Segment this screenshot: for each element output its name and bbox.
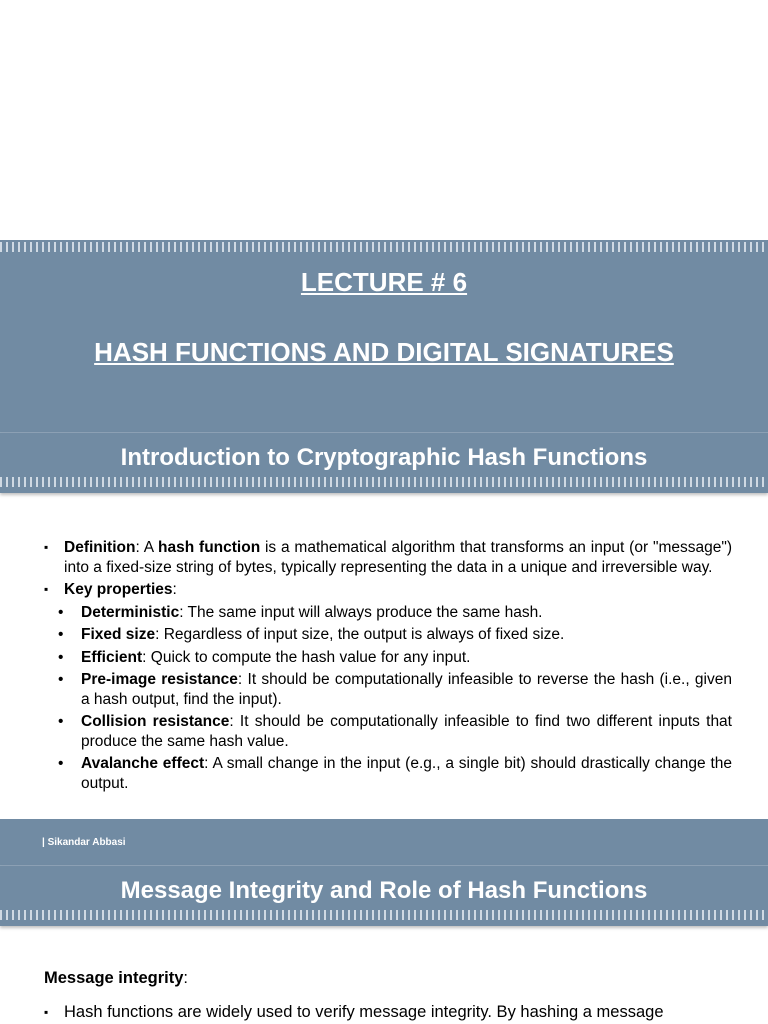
key-properties-colon: : <box>172 581 177 598</box>
tick-strip <box>0 477 768 487</box>
square-bullet-icon: ▪ <box>44 1005 49 1019</box>
list-item-integrity <box>44 1002 732 1022</box>
tick-strip <box>0 910 768 920</box>
list-item-property <box>44 648 732 668</box>
dot-bullet-icon: • <box>58 603 64 621</box>
footer-author: | Sikandar Abbasi <box>42 837 126 848</box>
subheading-paragraph <box>44 968 732 988</box>
list-item-property <box>44 603 732 623</box>
property-term: Avalanche effect <box>81 755 205 772</box>
key-properties-label: Key properties <box>64 581 173 598</box>
blank-slide-area <box>0 0 768 240</box>
dot-bullet-icon: • <box>58 671 64 688</box>
subheading-colon: : <box>183 969 188 987</box>
subheading-message-integrity: Message integrity <box>44 969 184 987</box>
dot-bullet-icon: • <box>58 626 64 643</box>
intro-content <box>44 538 732 793</box>
dot-bullet-icon: • <box>58 648 64 666</box>
dot-bullet-icon: • <box>58 713 64 730</box>
property-term: Collision resistance <box>81 713 230 730</box>
property-term: Pre-image resistance <box>81 671 238 688</box>
property-text: : A small change in the input (e.g., a single bit) should drastically change the output. <box>81 755 732 792</box>
property-term: Efficient <box>81 648 143 666</box>
lecture-title: HASH FUNCTIONS AND DIGITAL SIGNATURES <box>94 337 674 367</box>
list-item-definition <box>44 538 732 577</box>
dot-bullet-icon: • <box>58 755 64 772</box>
property-term: Fixed size <box>81 626 156 643</box>
integrity-content <box>44 968 732 1022</box>
section-title-integrity: Message Integrity and Role of Hash Functions <box>120 877 648 904</box>
property-term: Deterministic <box>81 603 180 621</box>
list-item-key-properties <box>44 580 732 600</box>
property-text: : It should be computationally infeasible to find two different inputs that produce the same hash value. <box>81 713 732 750</box>
property-text: : The same input will always produce the same hash. <box>179 603 543 621</box>
square-bullet-icon: ▪ <box>44 582 49 596</box>
square-bullet-icon: ▪ <box>44 540 49 554</box>
tick-strip <box>0 242 768 252</box>
property-text: : Quick to compute the hash value for any input. <box>142 648 471 666</box>
integrity-text: Hash functions are widely used to verify message integrity. By hashing a message <box>64 1003 664 1021</box>
list-item-property <box>44 625 732 645</box>
list-item-property <box>44 670 732 709</box>
property-text: : Regardless of input size, the output is always of fixed size. <box>155 626 565 643</box>
lecture-number: LECTURE # 6 <box>300 267 468 297</box>
list-item-property <box>44 712 732 751</box>
definition-term: Definition <box>64 539 136 556</box>
property-text: : It should be computationally infeasible to reverse the hash (i.e., given a hash output, find the input). <box>81 671 732 708</box>
definition-sep: : A <box>135 539 159 556</box>
list-item-property <box>44 754 732 793</box>
section-title-intro: Introduction to Cryptographic Hash Functions <box>120 444 648 471</box>
definition-bold: hash function <box>158 539 261 556</box>
definition-text: is a mathematical algorithm that transforms an input (or "message") into a fixed-size string of bytes, typically representing the data in a unique and irreversible way. <box>64 539 732 576</box>
